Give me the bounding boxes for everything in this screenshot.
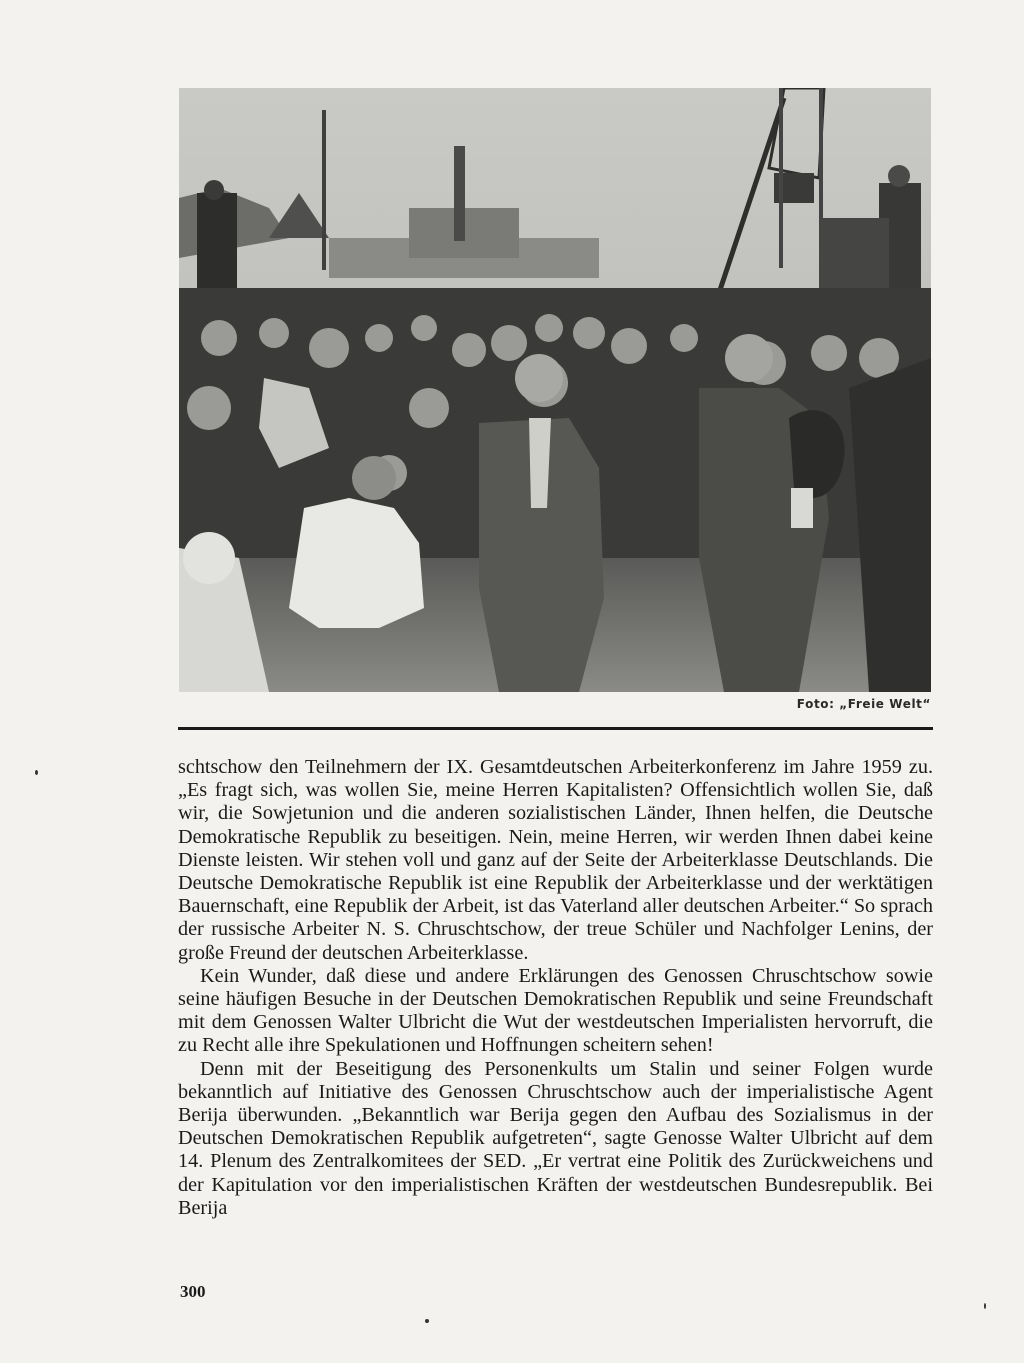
paragraph-1: schtschow den Teilnehmern der IX. Gesamtdeutschen Arbeiterkonferenz im Jahre 1959 zu. „Es fragt sich, was wollen Sie, meine Herren Kapitalisten? Offensichtlich wollen Sie, daß wir, die Sowjetunion und die anderen sozialistischen Länder, Ihnen helfen, die Deutsche Demokratische Republik zu beseitigen. Nein, meine Herren, wir werden Ihnen dabei keine Dienste leisten. Wir stehen voll und ganz auf der Seite der Arbeiterklasse Deutschlands. Die Deutsche Demokratische Republik ist eine Republik der Arbeiterklasse und der werktätigen Bauernschaft, eine Republik der Arbeit, ist das Vaterland aller deutschen Arbeiter.“ So sprach der russische Arbeiter N. S. Chruschtschow, der treue Schüler und Nachfolger Lenins, der große Freund der deutschen Arbeiterklasse. [178,756,933,964]
crowd-photo-icon [179,88,931,692]
photo-caption: Foto: „Freie Welt“ [796,697,931,711]
scan-speck [425,1319,429,1323]
crowd-photo [179,88,931,692]
divider-rule [178,727,933,730]
page-number: 300 [180,1282,206,1301]
scan-speck [35,770,38,775]
paragraph-3: Denn mit der Beseitigung des Personenkults um Stalin und seiner Folgen wurde bekanntlich auf Initiative des Genossen Chruschtschow auch der imperialistische Agent Berija überwunden. „Bekanntlich war Berija gegen den Aufbau des Sozialismus in der Deutschen Demokratischen Republik aufgetreten“, sagte Genosse Walter Ulbricht auf dem 14. Plenum des Zentralkomitees der SED. „Er vertrat eine Politik des Zurückweichens und der Kapitulation vor den imperialistischen Kräften der westdeutschen Bundesrepublik. Bei Berija [178,1057,933,1219]
scan-speck [984,1303,986,1309]
body-text [178,756,933,1220]
paragraph-2: Kein Wunder, daß diese und andere Erklärungen des Genossen Chruschtschow sowie seine häufigen Besuche in der Deutschen Demokratischen Republik und seine Freundschaft mit dem Genossen Walter Ulbricht die Wut der westdeutschen Imperialisten hervorruft, die zu Recht alle ihre Spekulationen und Hoffnungen scheitern sehen! [178,964,933,1057]
